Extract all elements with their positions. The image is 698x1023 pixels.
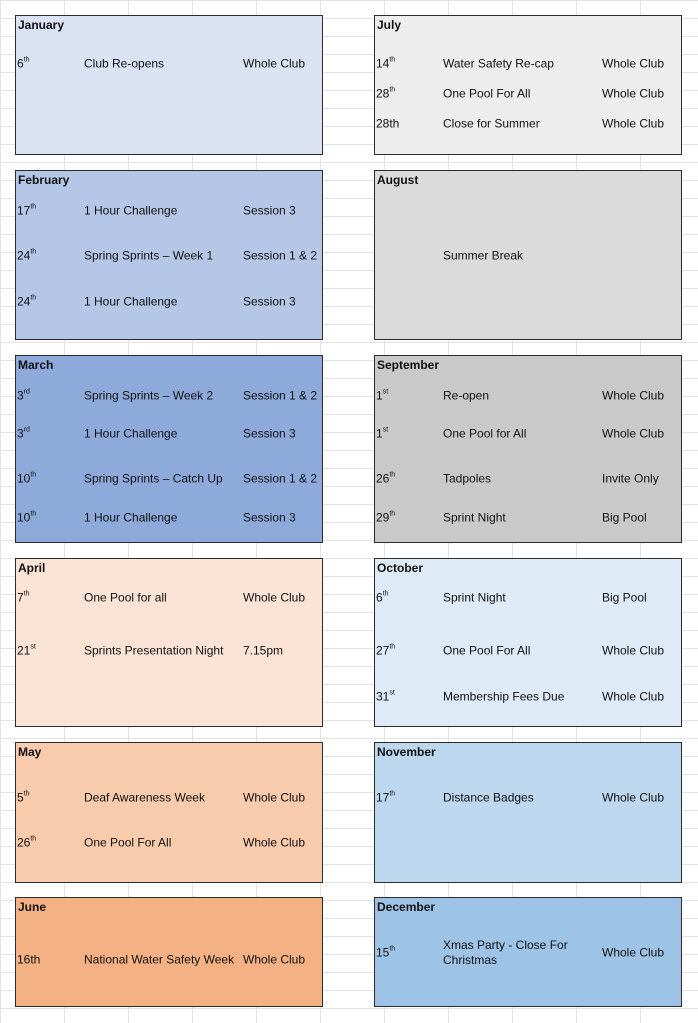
event-date: 27th bbox=[376, 643, 396, 658]
event-date: 10th bbox=[17, 471, 37, 486]
event-date: 17th bbox=[17, 203, 37, 218]
month-title: August bbox=[377, 173, 419, 187]
event-audience: Session 1 & 2 bbox=[243, 388, 318, 403]
event-description: Summer Break bbox=[443, 248, 524, 263]
event-date: 15th bbox=[376, 945, 396, 960]
month-title: March bbox=[18, 358, 54, 372]
month-panel-july bbox=[374, 15, 682, 155]
month-panel-august bbox=[374, 170, 682, 340]
event-date: 3rd bbox=[17, 388, 30, 403]
month-title: October bbox=[377, 561, 424, 575]
month-panel-january bbox=[15, 15, 323, 155]
event-description: Sprint Night bbox=[443, 510, 506, 525]
event-date: 29th bbox=[376, 510, 396, 525]
event-audience: Whole Club bbox=[243, 952, 306, 967]
event-description: Re-open bbox=[443, 388, 490, 403]
event-description: 1 Hour Challenge bbox=[84, 294, 178, 309]
event-audience: Whole Club bbox=[243, 835, 306, 850]
event-date: 3rd bbox=[17, 426, 30, 441]
month-panel-september bbox=[374, 355, 682, 543]
event-date: 26th bbox=[376, 471, 396, 486]
event-date: 10th bbox=[17, 510, 37, 525]
event-description: 1 Hour Challenge bbox=[84, 510, 178, 525]
event-audience: Big Pool bbox=[602, 590, 647, 605]
event-description: National Water Safety Week bbox=[84, 952, 235, 967]
event-audience: Whole Club bbox=[602, 790, 665, 805]
month-panel-may bbox=[15, 742, 323, 883]
month-title: June bbox=[18, 900, 47, 914]
event-date: 28th bbox=[376, 116, 400, 131]
event-description: Deaf Awareness Week bbox=[84, 790, 205, 805]
month-title: December bbox=[377, 900, 436, 914]
event-audience: Whole Club bbox=[602, 388, 665, 403]
event-date: 16th bbox=[17, 952, 41, 967]
event-description: Tadpoles bbox=[443, 471, 492, 486]
event-audience: Whole Club bbox=[602, 945, 665, 960]
event-description: Sprints Presentation Night bbox=[84, 643, 224, 658]
event-date: 17th bbox=[376, 790, 396, 805]
event-description: One Pool for All bbox=[443, 426, 527, 441]
month-panel-april bbox=[15, 558, 323, 727]
event-audience: Session 3 bbox=[243, 203, 296, 218]
event-description: Club Re-opens bbox=[84, 56, 165, 71]
event-date: 14th bbox=[376, 56, 396, 71]
event-audience: Whole Club bbox=[243, 56, 306, 71]
month-panel-february bbox=[15, 170, 323, 340]
event-audience: Whole Club bbox=[602, 689, 665, 704]
event-description: Membership Fees Due bbox=[443, 689, 565, 704]
event-audience: Whole Club bbox=[602, 56, 665, 71]
event-description: One Pool for all bbox=[84, 590, 167, 605]
event-audience: Session 1 & 2 bbox=[243, 471, 318, 486]
event-date: 24th bbox=[17, 294, 37, 309]
event-audience: Whole Club bbox=[602, 86, 665, 101]
event-description: Spring Sprints – Week 2 bbox=[84, 388, 214, 403]
event-date: 21st bbox=[17, 643, 36, 658]
event-description: Spring Sprints – Week 1 bbox=[84, 248, 214, 263]
month-title: May bbox=[18, 745, 42, 759]
event-audience: Whole Club bbox=[602, 643, 665, 658]
month-panel-june bbox=[15, 897, 323, 1007]
event-date: 7th bbox=[17, 590, 30, 605]
event-description: Spring Sprints – Catch Up bbox=[84, 471, 223, 486]
month-title: July bbox=[377, 18, 402, 32]
event-audience: Whole Club bbox=[602, 426, 665, 441]
event-audience: 7.15pm bbox=[243, 643, 284, 658]
event-description: One Pool For All bbox=[84, 835, 172, 850]
event-date: 5th bbox=[17, 790, 30, 805]
event-description: Xmas Party - Close For Christmas bbox=[443, 938, 568, 967]
event-date: 24th bbox=[17, 248, 37, 263]
month-title: September bbox=[377, 358, 440, 372]
event-date: 26th bbox=[17, 835, 37, 850]
event-description: Sprint Night bbox=[443, 590, 506, 605]
month-title: January bbox=[18, 18, 65, 32]
event-audience: Session 3 bbox=[243, 294, 296, 309]
event-audience: Session 1 & 2 bbox=[243, 248, 318, 263]
event-description: Distance Badges bbox=[443, 790, 534, 805]
event-date: 28th bbox=[376, 86, 396, 101]
event-description: 1 Hour Challenge bbox=[84, 426, 178, 441]
month-title: February bbox=[18, 173, 70, 187]
event-description: One Pool For All bbox=[443, 643, 531, 658]
event-description: 1 Hour Challenge bbox=[84, 203, 178, 218]
event-audience: Whole Club bbox=[243, 790, 306, 805]
event-date: 6th bbox=[17, 56, 30, 71]
event-description: Water Safety Re-cap bbox=[443, 56, 554, 71]
event-audience: Whole Club bbox=[243, 590, 306, 605]
month-panel-march bbox=[15, 355, 323, 543]
event-date: 31st bbox=[376, 689, 395, 704]
event-audience: Session 3 bbox=[243, 510, 296, 525]
event-date: 6th bbox=[376, 590, 389, 605]
event-description: One Pool For All bbox=[443, 86, 531, 101]
month-title: November bbox=[377, 745, 436, 759]
event-audience: Big Pool bbox=[602, 510, 647, 525]
month-panel-october bbox=[374, 558, 682, 727]
event-audience: Whole Club bbox=[602, 116, 665, 131]
event-date: 1st bbox=[376, 388, 389, 403]
event-audience: Invite Only bbox=[602, 471, 659, 486]
month-title: April bbox=[18, 561, 46, 575]
month-panel-december bbox=[374, 897, 682, 1007]
event-description: Close for Summer bbox=[443, 116, 540, 131]
month-panel-november bbox=[374, 742, 682, 883]
event-audience: Session 3 bbox=[243, 426, 296, 441]
event-date: 1st bbox=[376, 426, 389, 441]
